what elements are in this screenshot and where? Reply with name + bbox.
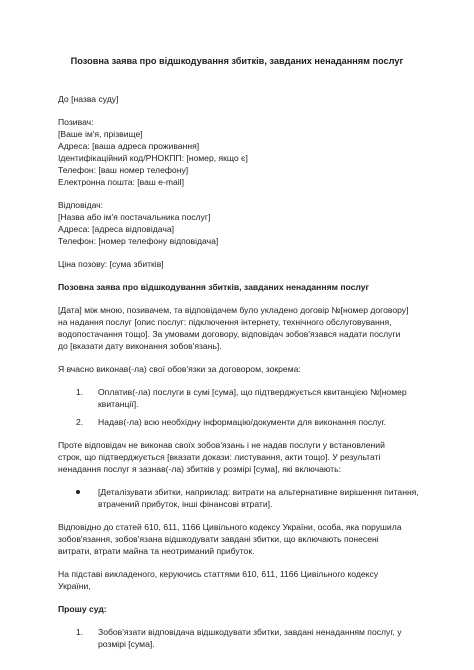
list-number: 2. xyxy=(76,417,84,427)
plaintiff-address: Адреса: [ваша адреса проживання] xyxy=(58,141,200,151)
paragraph-law-line: витрати, втрати майна та неотриманий прибуток. xyxy=(58,546,255,556)
bullet-dot-icon xyxy=(76,490,80,494)
paragraph-breach-line: ненадання послуг я зазнав(-ла) збитків у розмірі [сума], які включають: xyxy=(58,464,341,474)
bullet-item-line: втрачений прибуток, інші фінансові втрати]. xyxy=(98,499,273,509)
list-item-line: квитанції]. xyxy=(98,399,139,409)
bullet-item-line: [Деталізувати збитки, наприклад: витрати на альтернативне вирішення питання, xyxy=(98,487,419,497)
paragraph-breach-line: строк, що підтверджується [вказати докази: листування, акти тощо]. У результаті xyxy=(58,452,381,462)
defendant-phone: Телефон: [номер телефону відповідача] xyxy=(58,236,219,246)
paragraph-basis-line: України, xyxy=(58,581,91,591)
list-item-line: Оплатив(-ла) послуги в сумі [сума], що підтверджується квитанцією №[номер xyxy=(98,387,407,397)
plaintiff-heading: Позивач: xyxy=(58,117,94,127)
paragraph-obligations: Я вчасно виконав(-ла) свої обов'язки за договором, зокрема: xyxy=(58,364,301,374)
list-item-line: Надав(-ла) всю необхідну інформацію/документи для виконання послуг. xyxy=(98,417,386,427)
defendant-heading: Відповідач: xyxy=(58,200,104,210)
plaintiff-name: [Ваше ім'я, прізвище] xyxy=(58,129,143,139)
paragraph-contract-line: до [вказати дату виконання зобов'язань]. xyxy=(58,341,222,351)
claim-price: Ціна позову: [сума збитків] xyxy=(58,259,164,269)
paragraph-basis-line: На підставі викладеного, керуючись статтями 610, 611, 1166 Цивільного кодексу xyxy=(58,569,379,579)
paragraph-law-line: Відповідно до статей 610, 611, 1166 Цивільного кодексу України, особа, яка порушила xyxy=(58,522,402,532)
paragraph-contract-line: на надання послуг [опис послуг: підключення інтернету, технічного обслуговування, xyxy=(58,317,392,327)
defendant-address: Адреса: [адреса відповідача] xyxy=(58,224,175,234)
defendant-name: [Назва або ім'я постачальника послуг] xyxy=(58,212,211,222)
list-item-line: розмірі [сума]. xyxy=(98,639,155,649)
paragraph-law-line: зобов'язання, зобов'язана відшкодувати завдані збитки, що включають понесені xyxy=(58,534,379,544)
plaintiff-email: Електронна пошта: [ваш e-mail] xyxy=(58,177,184,187)
request-heading: Прошу суд: xyxy=(58,604,107,614)
document-title: Позовна заява про відшкодування збитків, завданих ненаданням послуг xyxy=(70,56,404,66)
paragraph-contract-line: [Дата] між мною, позивачем, та відповідачем було укладено договір №[номер договору] xyxy=(58,305,409,315)
court-line: До [назва суду] xyxy=(58,94,119,104)
section-title: Позовна заява про відшкодування збитків, завданих ненаданням послуг xyxy=(58,282,370,292)
paragraph-breach-line: Проте відповідач не виконав своїх зобов'язань і не надав послуги у встановлений xyxy=(58,440,385,450)
list-item-line: Зобов'язати відповідача відшкодувати збитки, завдані ненаданням послуг, у xyxy=(98,627,402,637)
paragraph-contract-line: водопостачання тощо]. За умовами договору, відповідач зобов'язався надати послуги xyxy=(58,329,401,339)
plaintiff-id-code: Ідентифікаційний код/РНОКПП: [номер, якщо є] xyxy=(58,153,248,163)
plaintiff-phone: Телефон: [ваш номер телефону] xyxy=(58,165,189,175)
list-number: 1. xyxy=(76,627,84,637)
list-number: 1. xyxy=(76,387,84,397)
